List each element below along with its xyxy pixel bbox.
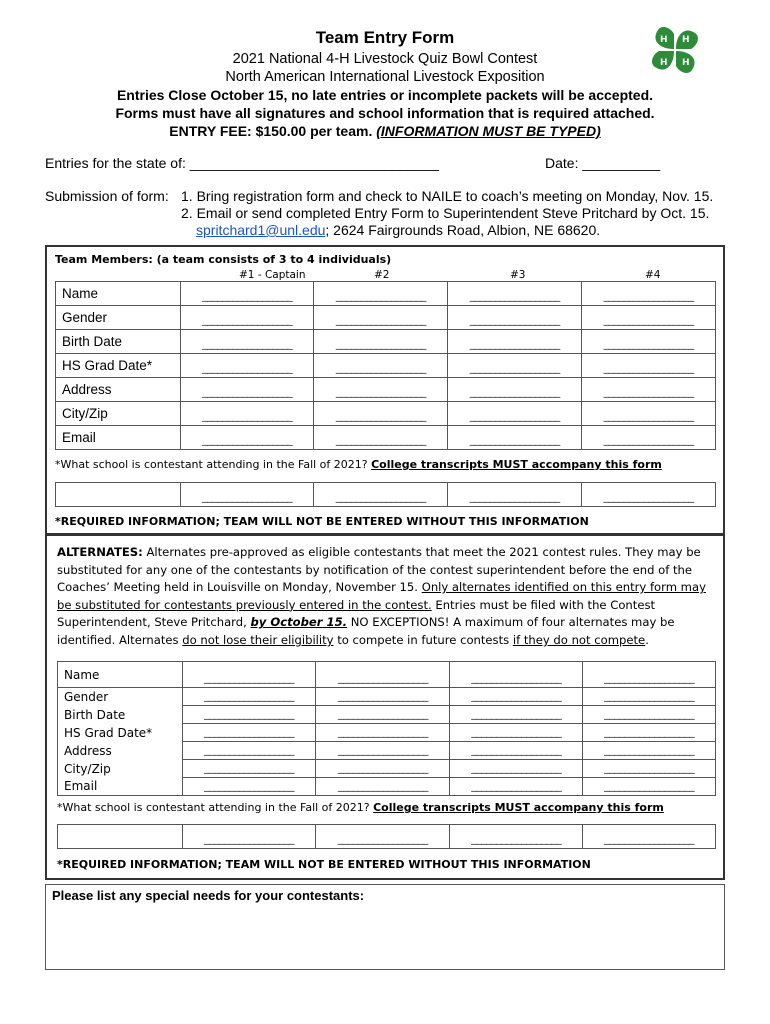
team-field[interactable]: __________________: [448, 426, 582, 450]
alt-school-field-1[interactable]: __________________: [182, 825, 316, 849]
alt-field[interactable]: __________________: [450, 742, 583, 760]
team-field[interactable]: __________________: [180, 306, 314, 330]
alt-field[interactable]: __________________: [583, 724, 716, 742]
table-row: [58, 724, 716, 742]
alt-school-field-3[interactable]: __________________: [450, 825, 583, 849]
team-field[interactable]: __________________: [314, 378, 448, 402]
alt-text-1: Alternates pre-approved as eligible contestants that meet the 2021 contest rules. They may be substituted for any one of the contestants by notification of the contest superintendent before the end of the Coaches’ Meeting held in Louisville on Monday, November 15.: [57, 545, 701, 595]
team-field[interactable]: __________________: [314, 426, 448, 450]
alt-field[interactable]: __________________: [450, 760, 583, 778]
alt-school-field-4[interactable]: __________________: [583, 825, 716, 849]
alt-row-label: HS Grad Date*: [58, 724, 183, 742]
4h-clover-logo: [645, 20, 705, 80]
alt-row-label: Address: [58, 742, 183, 760]
alt-school-field-2[interactable]: __________________: [316, 825, 450, 849]
team-field[interactable]: __________________: [314, 306, 448, 330]
alt-field[interactable]: __________________: [182, 662, 316, 688]
alt-field[interactable]: __________________: [182, 742, 316, 760]
row-label: Birth Date: [56, 330, 181, 354]
alt-field[interactable]: __________________: [450, 688, 583, 706]
alt-field[interactable]: __________________: [450, 724, 583, 742]
svg-text:H: H: [682, 58, 690, 68]
alt-school-question: *What school is contestant attending in the Fall of 2021?: [57, 801, 374, 814]
alt-field[interactable]: __________________: [583, 760, 716, 778]
row-label: Gender: [56, 306, 181, 330]
alt-row-label: Birth Date: [58, 706, 183, 724]
team-field[interactable]: __________________: [582, 306, 716, 330]
table-row: [56, 282, 716, 306]
table-row: [58, 760, 716, 778]
team-field[interactable]: __________________: [314, 282, 448, 306]
col-captain: #1 - Captain: [239, 269, 306, 281]
alt-deadline: by October 15.: [250, 615, 348, 630]
team-field[interactable]: __________________: [180, 402, 314, 426]
col-3: #3: [510, 269, 526, 281]
alt-field[interactable]: __________________: [182, 778, 316, 796]
alternates-section: [45, 535, 725, 880]
exposition-name: North American International Livestock Exposition: [225, 69, 545, 85]
table-row: [58, 825, 716, 849]
alt-field[interactable]: __________________: [316, 688, 450, 706]
alt-transcripts-note: College transcripts MUST accompany this form: [373, 801, 664, 814]
svg-text:H: H: [660, 35, 668, 45]
team-field[interactable]: __________________: [180, 330, 314, 354]
table-row: [56, 378, 716, 402]
signature-notice: Forms must have all signatures and school information that is required attached.: [115, 105, 655, 121]
special-needs-label: Please list any special needs for your contestants:: [52, 888, 365, 903]
table-row: [58, 742, 716, 760]
team-field[interactable]: __________________: [448, 354, 582, 378]
typed-note: (INFORMATION MUST BE TYPED): [376, 123, 601, 139]
table-row: [56, 426, 716, 450]
alt-text-6: do not lose their eligibility: [182, 632, 334, 647]
alt-field[interactable]: __________________: [316, 706, 450, 724]
team-field[interactable]: __________________: [582, 426, 716, 450]
entry-fee-text: ENTRY FEE: $150.00 per team.: [169, 123, 373, 139]
alt-row-label: Email: [58, 778, 183, 796]
col-4: #4: [645, 269, 661, 281]
svg-text:H: H: [660, 58, 668, 68]
required-notice: *REQUIRED INFORMATION; TEAM WILL NOT BE ENTERED WITHOUT THIS INFORMATION: [55, 515, 589, 528]
alt-row-label: Name: [58, 662, 183, 688]
alt-field[interactable]: __________________: [450, 706, 583, 724]
alt-field[interactable]: __________________: [316, 760, 450, 778]
entry-fee: [0, 122, 770, 140]
table-row: [56, 306, 716, 330]
alt-text-8: if they do not compete: [512, 632, 646, 647]
alt-text-5: NO EXCEPTIONS! A maximum of four alternates may be identified. Alternates: [57, 615, 675, 647]
table-row: [58, 706, 716, 724]
team-field[interactable]: __________________: [180, 354, 314, 378]
contest-name: 2021 National 4-H Livestock Quiz Bowl Contest: [232, 51, 538, 67]
team-heading: Team Members: (a team consists of 3 to 4 individuals): [55, 253, 392, 266]
team-school-row: [55, 482, 716, 507]
school-field-3[interactable]: __________________: [448, 483, 582, 507]
row-label: Email: [56, 426, 181, 450]
alt-field[interactable]: __________________: [450, 778, 583, 796]
alternates-label: ALTERNATES:: [57, 545, 143, 559]
alt-field[interactable]: __________________: [583, 706, 716, 724]
alt-field[interactable]: __________________: [583, 742, 716, 760]
team-field[interactable]: __________________: [448, 402, 582, 426]
state-field[interactable]: Entries for the state of: ________________________________: [45, 155, 439, 171]
alt-row-label: City/Zip: [58, 760, 183, 778]
school-field-2[interactable]: __________________: [314, 483, 448, 507]
team-field[interactable]: __________________: [314, 330, 448, 354]
alt-field[interactable]: __________________: [182, 760, 316, 778]
table-row: [56, 483, 716, 507]
deadline-notice: Entries Close October 15, no late entries or incomplete packets will be accepted.: [116, 87, 654, 103]
team-field[interactable]: __________________: [582, 282, 716, 306]
alternates-table: [57, 661, 716, 796]
alt-school-row: [57, 824, 716, 849]
team-field[interactable]: __________________: [448, 330, 582, 354]
table-row: [56, 354, 716, 378]
alt-field[interactable]: __________________: [450, 662, 583, 688]
alt-field[interactable]: __________________: [583, 778, 716, 796]
alt-field[interactable]: __________________: [182, 688, 316, 706]
transcripts-note: College transcripts MUST accompany this form: [371, 458, 662, 471]
team-field[interactable]: __________________: [448, 378, 582, 402]
table-row: [56, 402, 716, 426]
alt-text-2: Only alternates identified on this entry form may be substituted for contestants previously entered in the contest.: [57, 580, 706, 612]
submission-contact: [196, 222, 600, 239]
svg-text:H: H: [682, 35, 690, 45]
submission-label: Submission of form:: [45, 188, 169, 204]
team-field[interactable]: __________________: [314, 354, 448, 378]
alt-field[interactable]: __________________: [316, 742, 450, 760]
special-needs-section[interactable]: [45, 884, 725, 970]
team-field[interactable]: __________________: [180, 282, 314, 306]
team-field[interactable]: __________________: [582, 402, 716, 426]
table-row: [58, 778, 716, 796]
row-label: City/Zip: [56, 402, 181, 426]
alt-text-9: .: [645, 632, 649, 647]
team-field[interactable]: __________________: [448, 306, 582, 330]
team-field[interactable]: __________________: [314, 402, 448, 426]
form-title: Team Entry Form: [315, 28, 455, 47]
team-table: [55, 281, 716, 450]
alt-row-label: Gender: [58, 688, 183, 706]
alt-field[interactable]: __________________: [583, 662, 716, 688]
school-label-cell: [56, 483, 181, 507]
table-row: [56, 330, 716, 354]
email-link[interactable]: spritchard1@unl.edu: [196, 222, 326, 238]
alt-field[interactable]: __________________: [182, 706, 316, 724]
team-field[interactable]: __________________: [180, 378, 314, 402]
school-note: [55, 458, 662, 471]
team-field[interactable]: __________________: [582, 354, 716, 378]
team-field[interactable]: __________________: [180, 426, 314, 450]
date-field[interactable]: Date: __________: [545, 155, 661, 171]
submission-item-2: 2. Email or send completed Entry Form to Superintendent Steve Pritchard by Oct. 15.: [181, 205, 710, 221]
team-field[interactable]: __________________: [448, 282, 582, 306]
mailing-address: ; 2624 Fairgrounds Road, Albion, NE 68620.: [325, 222, 601, 238]
row-label: Address: [56, 378, 181, 402]
alt-field[interactable]: __________________: [583, 688, 716, 706]
table-row: [58, 688, 716, 706]
table-row: [58, 662, 716, 688]
alt-field[interactable]: __________________: [182, 724, 316, 742]
submission-item-1: 1. Bring registration form and check to NAILE to coach’s meeting on Monday, Nov. 15.: [181, 188, 714, 204]
col-2: #2: [374, 269, 390, 281]
team-field[interactable]: __________________: [582, 330, 716, 354]
alt-field[interactable]: __________________: [316, 778, 450, 796]
alt-required-notice: *REQUIRED INFORMATION; TEAM WILL NOT BE ENTERED WITHOUT THIS INFORMATION: [57, 858, 591, 871]
row-label: HS Grad Date*: [56, 354, 181, 378]
alt-text-3: Entries must be filed with the Contest Superintendent, Steve Pritchard,: [57, 597, 656, 630]
team-field[interactable]: __________________: [582, 378, 716, 402]
school-field-4[interactable]: __________________: [582, 483, 716, 507]
team-members-section: [45, 245, 725, 535]
alt-school-label-cell: [58, 825, 183, 849]
alt-field[interactable]: __________________: [316, 662, 450, 688]
alt-text-7: to compete in future contests: [333, 632, 513, 647]
alternates-text: [57, 544, 717, 650]
school-question: *What school is contestant attending in the Fall of 2021?: [55, 458, 372, 471]
school-field-1[interactable]: __________________: [180, 483, 314, 507]
alt-school-note: [57, 801, 664, 814]
alt-field[interactable]: __________________: [316, 724, 450, 742]
row-label: Name: [56, 282, 181, 306]
